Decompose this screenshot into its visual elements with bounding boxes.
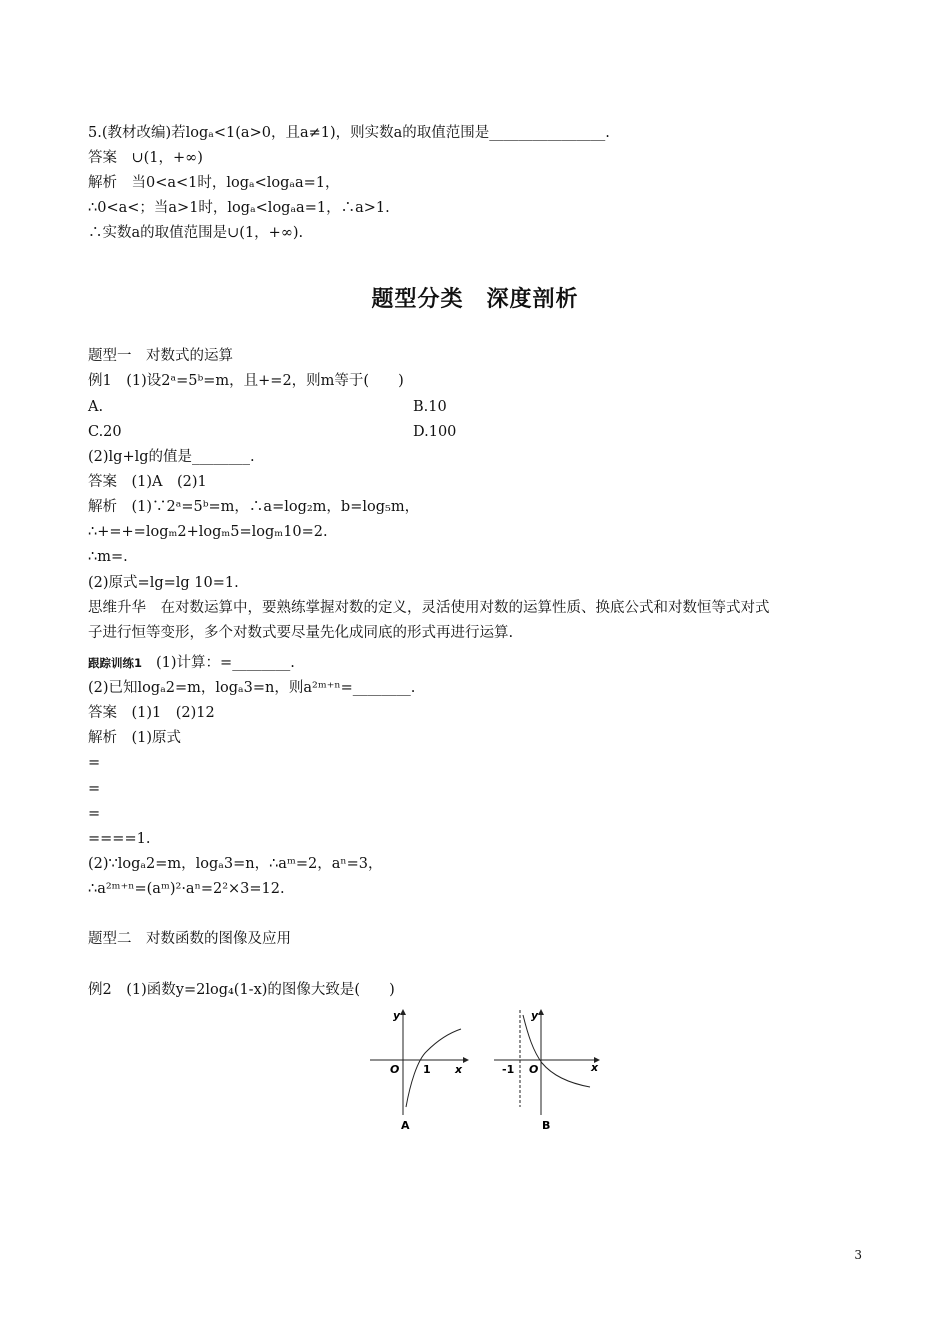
practice1-part1: (1)计算：=________. <box>156 655 295 671</box>
problem5-analysis-2: ∴0<a<；当a>1时，logₐ<logₐa=1，∴a>1. <box>88 200 390 216</box>
graph-b-origin: O <box>529 1063 539 1076</box>
graph-b-tick: -1 <box>502 1063 515 1076</box>
problem5-analysis-3: ∴实数a的取值范围是∪(1，+∞). <box>88 225 304 241</box>
type2-heading: 题型二 对数函数的图像及应用 <box>88 931 291 947</box>
graph-b-curve <box>523 1015 590 1087</box>
graph-a <box>365 1005 475 1135</box>
option-b: B.10 <box>413 399 447 415</box>
option-a: A. <box>88 399 104 415</box>
option-c: C.20 <box>88 424 122 440</box>
graph-b-y-label: y <box>531 1009 539 1022</box>
graph-b-x-label: x <box>591 1061 599 1074</box>
example1-analysis-4: (2)原式=lg=lg 10=1. <box>88 575 239 591</box>
example1: 例1 (1)设2ᵃ=5ᵇ=m，且+=2，则m等于( ) <box>88 373 404 389</box>
example1-analysis-2: ∴+=+=logₘ2+logₘ5=logₘ10=2. <box>88 524 328 540</box>
section-title: 题型分类 深度剖析 <box>371 287 579 312</box>
practice1-analysis-6: ∴a²ᵐ⁺ⁿ=(aᵐ)²·aⁿ=2²×3=12. <box>88 881 285 897</box>
practice1-analysis-1: 解析 (1)原式 <box>88 730 182 746</box>
example1-part2: (2)lg+lg的值是________. <box>88 449 255 465</box>
graph-a-curve <box>406 1029 461 1107</box>
graph-b <box>490 1005 610 1135</box>
practice1-tag: 跟踪训练1 <box>88 656 143 670</box>
page-number: 3 <box>854 1248 862 1262</box>
graph-b-y-arrow <box>538 1009 544 1015</box>
practice1-eq-1: = <box>88 755 101 771</box>
problem5-analysis-1: 解析 当0<a<1时，logₐ<logₐa=1， <box>88 175 340 191</box>
practice1-answer: 答案 (1)1 (2)12 <box>88 705 215 721</box>
practice1-eq-3: = <box>88 806 101 822</box>
practice1-eq-4: ====1. <box>88 831 151 847</box>
example1-answer: 答案 (1)A (2)1 <box>88 474 207 490</box>
graph-b-caption: B <box>542 1119 551 1132</box>
type1-heading: 题型一 对数式的运算 <box>88 348 233 364</box>
practice1-part2: (2)已知logₐ2=m，logₐ3=n，则a²ᵐ⁺ⁿ=________. <box>88 680 416 696</box>
problem5-answer: 答案 ∪(1，+∞) <box>88 150 203 166</box>
summary-line-2: 子进行恒等变形，多个对数式要尽量先化成同底的形式再进行运算. <box>88 625 514 641</box>
graph-a-y-label: y <box>393 1009 401 1022</box>
example2: 例2 (1)函数y=2log₄(1-x)的图像大致是( ) <box>88 982 395 998</box>
graph-a-tick: 1 <box>423 1063 431 1076</box>
graph-a-x-arrow <box>463 1057 469 1063</box>
graph-a-x-label: x <box>455 1063 463 1076</box>
graph-a-caption: A <box>401 1119 410 1132</box>
option-d: D.100 <box>413 424 457 440</box>
summary-line-1: 思维升华 在对数运算中，要熟练掌握对数的定义，灵活使用对数的运算性质、换底公式和对数恒等式对式 <box>88 600 770 616</box>
problem5-question: 5.(教材改编)若logₐ<1(a>0，且a≠1)，则实数a的取值范围是________________. <box>88 125 610 141</box>
example1-analysis-3: ∴m=. <box>88 549 128 565</box>
practice1-eq-2: = <box>88 781 101 797</box>
practice1-line-1 <box>88 654 295 672</box>
example1-analysis-1: 解析 (1)∵2ᵃ=5ᵇ=m，∴a=log₂m，b=log₅m， <box>88 499 420 515</box>
practice1-analysis-5: (2)∵logₐ2=m，logₐ3=n，∴aᵐ=2，aⁿ=3， <box>88 856 383 872</box>
graph-a-y-arrow <box>400 1009 406 1015</box>
graph-a-origin: O <box>390 1063 400 1076</box>
